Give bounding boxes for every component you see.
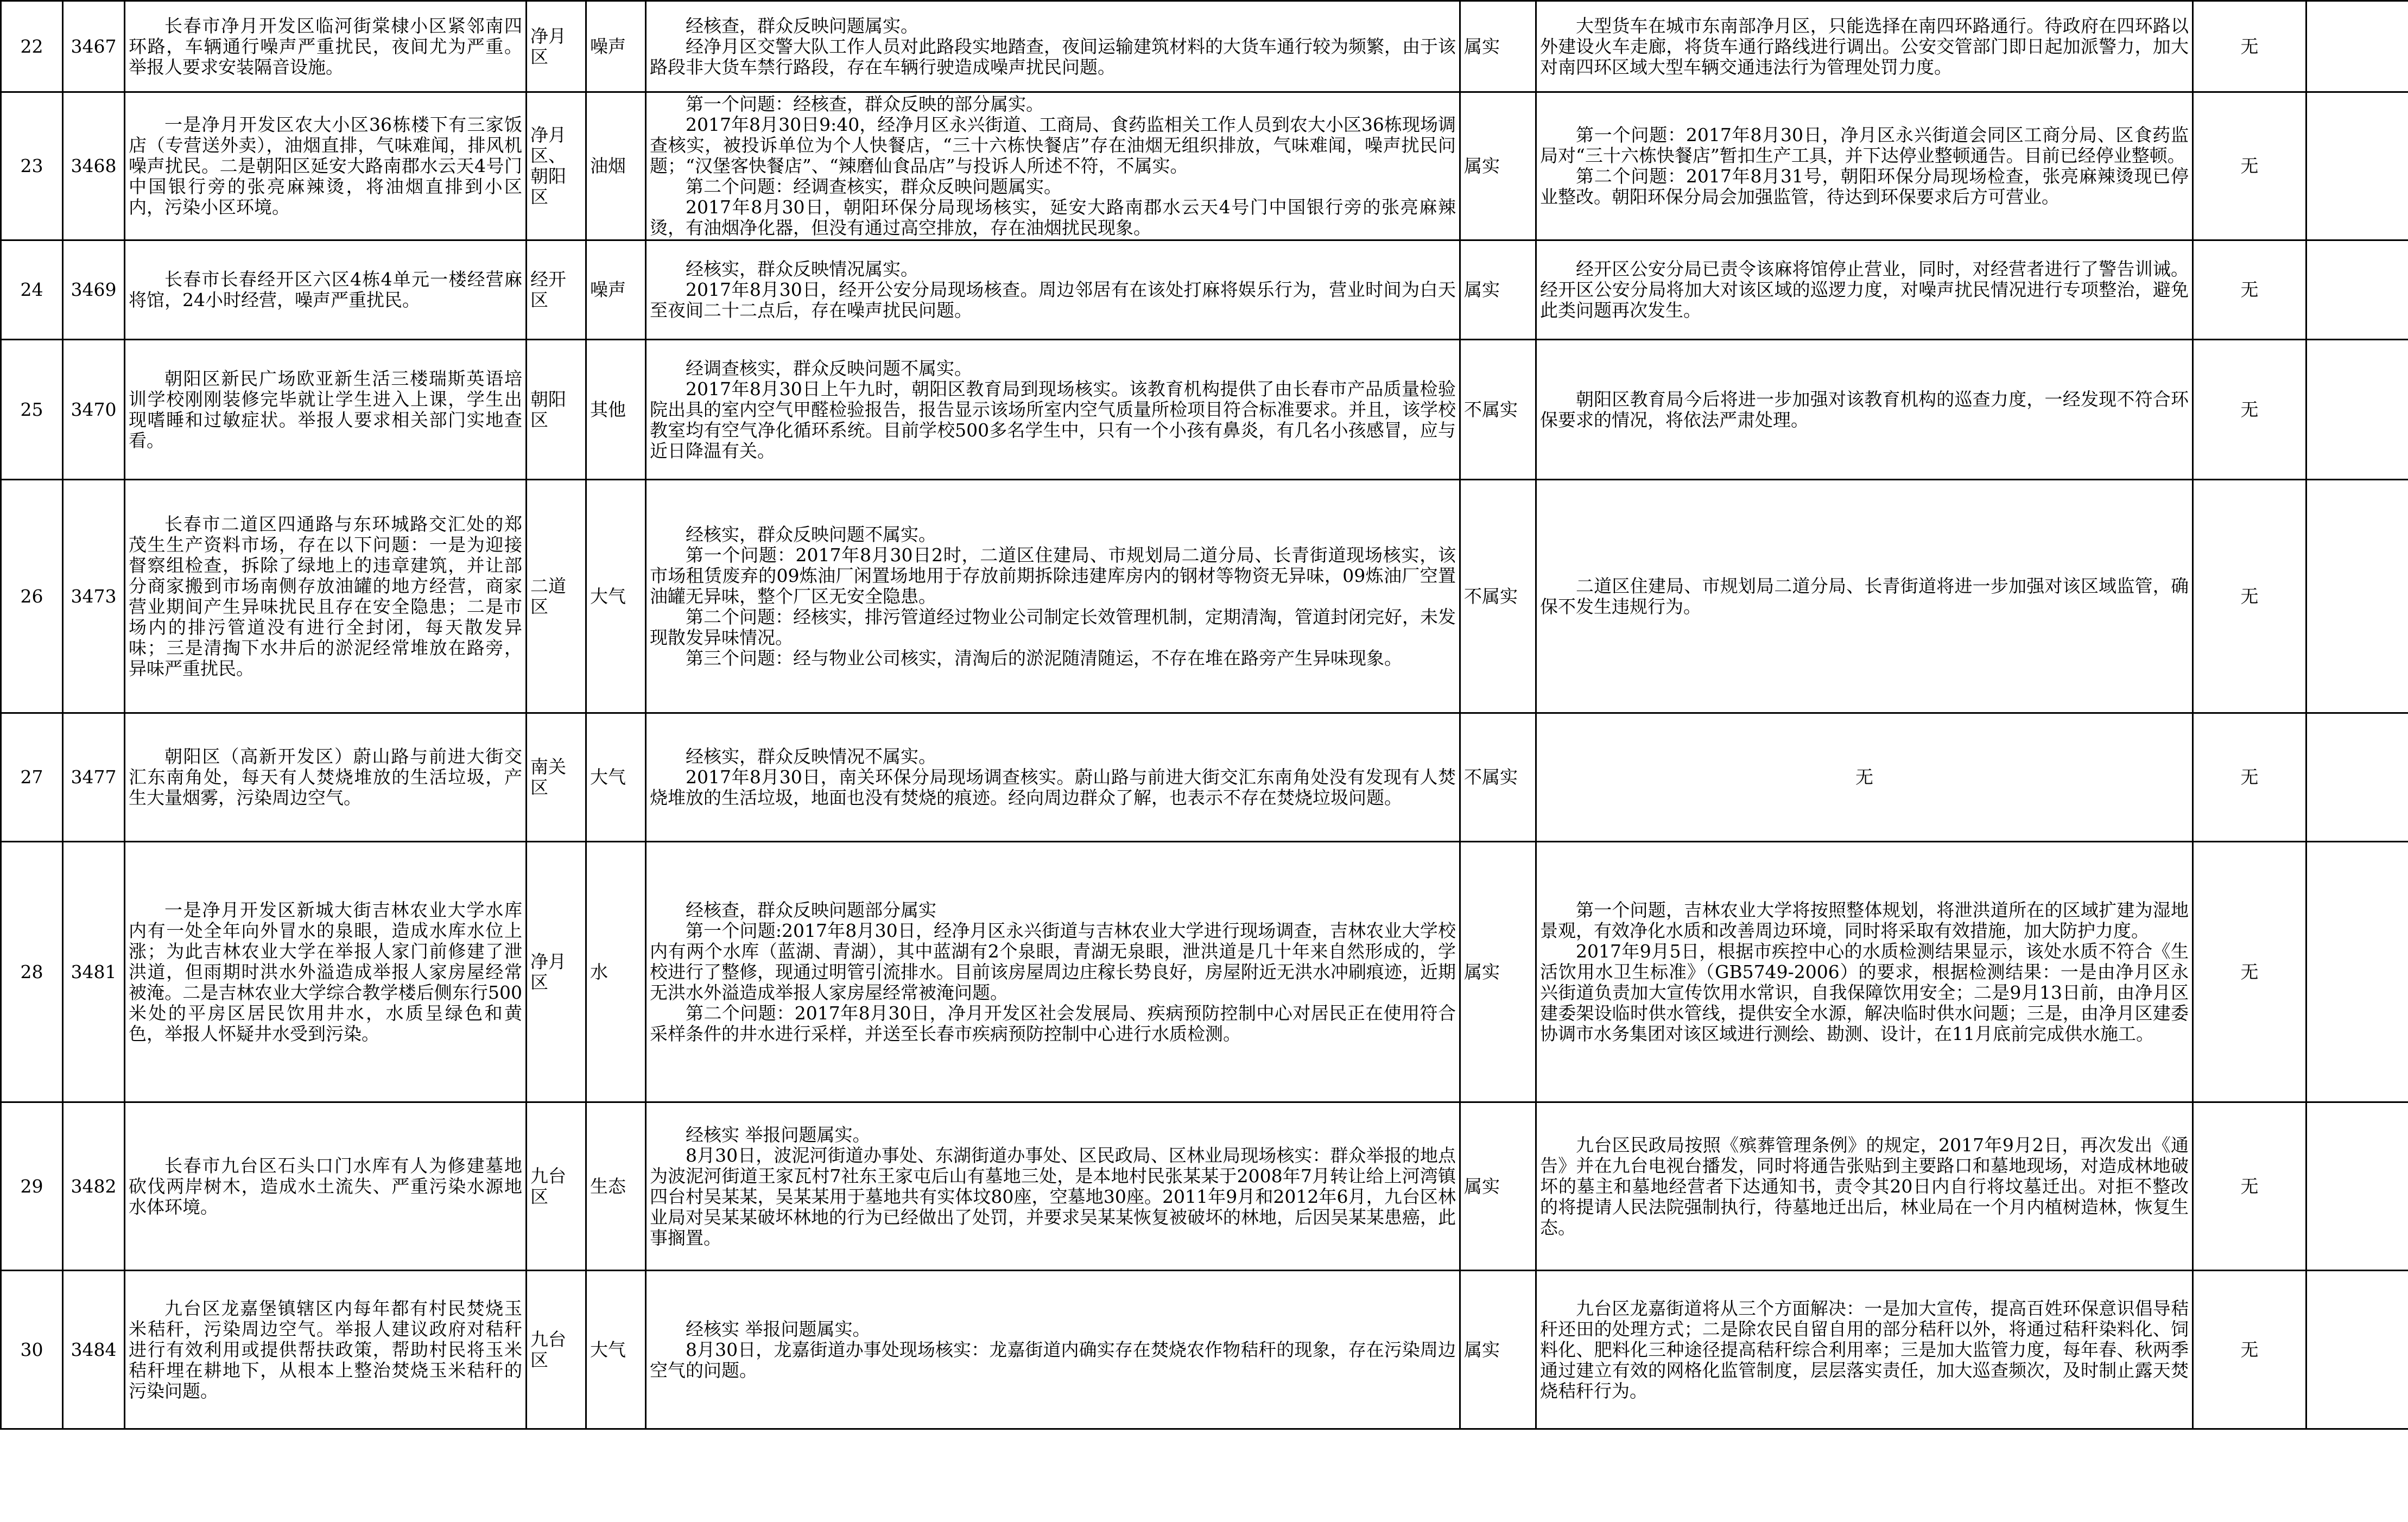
complaint-text — [125, 240, 527, 340]
investigation-text — [646, 842, 1460, 1102]
investigation-text — [646, 340, 1460, 480]
remarks-cell — [2306, 1, 2408, 92]
remarks-cell — [2306, 340, 2408, 480]
district: 经开区 — [527, 240, 586, 340]
handling-text — [1536, 713, 2193, 842]
table-row — [1, 1271, 2408, 1429]
case-id: 3482 — [63, 1102, 125, 1271]
district: 九台区 — [527, 1271, 586, 1429]
handling-text-paragraph: 大型货车在城市东南部净月区，只能选择在南四环路通行。待政府在四环路以外建设火车走廊，将货车通行路线进行调出。公安交管部门即日起加派警力，加大对南四环区域大型车辆交通违法行为管理处罚力度。 — [1540, 15, 2189, 78]
complaint-text-paragraph: 朝阳区（高新开发区）蔚山路与前进大街交汇东南角处，每天有人焚烧堆放的生活垃圾，产生大量烟雾，污染周边空气。 — [129, 746, 522, 808]
remarks-cell — [2306, 240, 2408, 340]
district: 净月区 — [527, 842, 586, 1102]
investigation-text-paragraph: 经核实，群众反映问题不属实。 — [686, 523, 936, 545]
case-id: 3481 — [63, 842, 125, 1102]
investigation-text-paragraph: 第二个问题：经核实，排污管道经过物业公司制定长效管理机制，定期清淘，管道封闭完好，未发现散发异味情况。 — [650, 606, 1456, 648]
verdict: 属实 — [1460, 1271, 1536, 1429]
handling-text-paragraph: 经开区公安分局已责令该麻将馆停止营业，同时，对经营者进行了警告训诫。经开区公安分局将加大对该区域的巡逻力度，对噪声扰民情况进行专项整治，避免此类问题再次发生。 — [1540, 258, 2189, 321]
verdict: 属实 — [1460, 1, 1536, 92]
complaint-text-paragraph: 一是净月开发区新城大街吉林农业大学水库内有一处全年向外冒水的泉眼，造成水库水位上涨；为此吉林农业大学在举报人家门前修建了泄洪道，但雨期时洪水外溢造成举报人家房屋经常被淹。二是吉林农业大学综合教学楼后侧东行500米处的平房区居民饮用井水，水质呈绿色和黄色，举报人怀疑井水受到污染。 — [129, 899, 522, 1044]
handling-text — [1536, 480, 2193, 713]
case-id: 3467 — [63, 1, 125, 92]
row-number: 30 — [1, 1271, 63, 1429]
accountability: 无 — [2193, 1271, 2306, 1429]
row-number: 23 — [1, 92, 63, 240]
investigation-text-paragraph: 2017年8月30日9:40，经净月区永兴街道、工商局、食药监相关工作人员到农大小区36栋现场调查核实，被投诉单位为个人快餐店，“三十六栋快餐店”存在油烟无组织排放，气味难闻，噪声扰民问题；“汉堡客快餐店”、“辣磨仙食品店”与投诉人所述不符，不属实。 — [650, 114, 1456, 176]
handling-text — [1536, 92, 2193, 240]
table-row — [1, 340, 2408, 480]
district: 净月区、朝阳区 — [527, 92, 586, 240]
handling-text-paragraph: 第二个问题：2017年8月31号，朝阳环保分局现场检查，张亮麻辣烫现已停业整改。朝阳环保分局会加强监管，待达到环保要求后方可营业。 — [1540, 166, 2189, 207]
complaint-text — [125, 480, 527, 713]
complaint-text — [125, 340, 527, 480]
remarks-cell — [2306, 713, 2408, 842]
investigation-text-paragraph: 2017年8月30日，南关环保分局现场调查核实。蔚山路与前进大街交汇东南角处没有发现有人焚烧堆放的生活垃圾，地面也没有焚烧的痕迹。经向周边群众了解，也表示不存在焚烧垃圾问题。 — [650, 766, 1456, 808]
accountability: 无 — [2193, 713, 2306, 842]
handling-text — [1536, 842, 2193, 1102]
case-id: 3473 — [63, 480, 125, 713]
accountability: 无 — [2193, 842, 2306, 1102]
accountability: 无 — [2193, 1102, 2306, 1271]
accountability: 无 — [2193, 92, 2306, 240]
handling-text-paragraph: 九台区民政局按照《殡葬管理条例》的规定，2017年9月2日，再次发出《通告》并在九台电视台播发，同时将通告张贴到主要路口和墓地现场，对造成林地破坏的墓主和墓地经营者下达通知书，责令其20日内自行将坟墓迁出。对拒不整改的将提请人民法院强制执行，待墓地迁出后，林业局在一个月内植树造林，恢复生态。 — [1540, 1134, 2189, 1238]
accountability: 无 — [2193, 480, 2306, 713]
handling-text-paragraph: 九台区龙嘉街道将从三个方面解决：一是加大宣传，提高百姓环保意识倡导秸秆还田的处理方式；二是除农民自留自用的部分秸秆以外，将通过秸秆染料化、饲料化、肥料化三种途径提高秸秆综合利用率；三是加大监管力度，每年春、秋两季通过建立有效的网格化监管制度，层层落实责任，加大巡查频次，及时制止露天焚烧秸秆行为。 — [1540, 1297, 2189, 1401]
remarks-cell — [2306, 1102, 2408, 1271]
table-row — [1, 842, 2408, 1102]
investigation-text — [646, 240, 1460, 340]
accountability: 无 — [2193, 1, 2306, 92]
verdict: 不属实 — [1460, 480, 1536, 713]
accountability: 无 — [2193, 340, 2306, 480]
investigation-text-paragraph: 第一个问题：2017年8月30日2时，二道区住建局、市规划局二道分局、长青街道现场核实，该市场租赁废弃的09炼油厂闲置场地用于存放前期拆除违建库房内的钢材等物资无异味，09炼油厂空置油罐无异味，整个厂区无安全隐患。 — [650, 544, 1456, 607]
handling-text-paragraph: 二道区住建局、市规划局二道分局、长青街道将进一步加强对该区域监管，确保不发生违规行为。 — [1540, 575, 2189, 617]
complaint-text — [125, 1, 527, 92]
investigation-text-paragraph: 2017年8月30日，经开公安分局现场核查。周边邻居有在该处打麻将娱乐行为，营业时间为白天至夜间二十二点后，存在噪声扰民问题。 — [650, 279, 1456, 321]
complaint-text-paragraph: 九台区龙嘉堡镇辖区内每年都有村民焚烧玉米秸秆，污染周边空气。举报人建议政府对秸秆进行有效利用或提供帮扶政策，帮助村民将玉米秸秆埋在耕地下，从根本上整治焚烧玉米秸秆的污染问题。 — [129, 1297, 522, 1401]
district: 二道区 — [527, 480, 586, 713]
complaint-text-paragraph: 长春市长春经开区六区4栋4单元一楼经营麻将馆，24小时经营，噪声严重扰民。 — [129, 269, 522, 310]
row-number: 27 — [1, 713, 63, 842]
investigation-text — [646, 480, 1460, 713]
remarks-cell — [2306, 842, 2408, 1102]
remarks-cell — [2306, 480, 2408, 713]
investigation-text-paragraph: 经核查，群众反映问题属实。 — [686, 15, 918, 36]
district: 南关区 — [527, 713, 586, 842]
investigation-text — [646, 713, 1460, 842]
case-id: 3468 — [63, 92, 125, 240]
investigation-text-paragraph: 经核实，群众反映情况不属实。 — [686, 746, 936, 767]
pollution-type: 大气 — [586, 713, 646, 842]
district: 朝阳区 — [527, 340, 586, 480]
case-id: 3484 — [63, 1271, 125, 1429]
verdict: 属实 — [1460, 92, 1536, 240]
complaint-text-paragraph: 长春市九台区石头口门水库有人为修建墓地砍伐两岸树木，造成水土流失、严重污染水源地水体环境。 — [129, 1155, 522, 1217]
case-id: 3470 — [63, 340, 125, 480]
investigation-text-paragraph: 经核实 举报问题属实。 — [686, 1124, 871, 1145]
handling-text — [1536, 1102, 2193, 1271]
complaint-text — [125, 92, 527, 240]
investigation-text — [646, 92, 1460, 240]
district: 九台区 — [527, 1102, 586, 1271]
row-number: 24 — [1, 240, 63, 340]
investigation-text-paragraph: 第一个问题:2017年8月30日，经净月区永兴街道与吉林农业大学进行现场调查，吉林农业大学校内有两个水库（蓝湖、青湖），其中蓝湖有2个泉眼，青湖无泉眼，泄洪道是几十年来自然形成的，学校进行了整修，现通过明管引流排水。目前该房屋周边庄稼长势良好，房屋附近无洪水冲刷痕迹，近期无洪水外溢造成举报人家房屋经常被淹问题。 — [650, 919, 1456, 1003]
row-number: 26 — [1, 480, 63, 713]
verdict: 属实 — [1460, 240, 1536, 340]
pollution-type: 油烟 — [586, 92, 646, 240]
case-id: 3469 — [63, 240, 125, 340]
complaint-text-paragraph: 朝阳区新民广场欧亚新生活三楼瑞斯英语培训学校刚刚装修完毕就让学生进入上课，学生出现嗜睡和过敏症状。举报人要求相关部门实地查看。 — [129, 367, 522, 451]
verdict: 不属实 — [1460, 713, 1536, 842]
remarks-cell — [2306, 1271, 2408, 1429]
investigation-text-paragraph: 经核实，群众反映情况属实。 — [686, 258, 918, 280]
pollution-type: 大气 — [586, 1271, 646, 1429]
handling-text — [1536, 1271, 2193, 1429]
complaint-text — [125, 1102, 527, 1271]
investigation-text-paragraph: 经核实 举报问题属实。 — [686, 1318, 871, 1340]
investigation-text-paragraph: 2017年8月30日，朝阳环保分局现场核实，延安大路南郡水云天4号门中国银行旁的张亮麻辣烫，有油烟净化器，但没有通过高空排放，存在油烟扰民现象。 — [650, 196, 1456, 238]
table-row — [1, 1102, 2408, 1271]
accountability: 无 — [2193, 240, 2306, 340]
investigation-text-paragraph: 第一个问题：经核查，群众反映的部分属实。 — [686, 93, 1044, 115]
complaint-text — [125, 1271, 527, 1429]
verdict: 属实 — [1460, 1102, 1536, 1271]
verdict: 不属实 — [1460, 340, 1536, 480]
investigation-text — [646, 1271, 1460, 1429]
row-number: 29 — [1, 1102, 63, 1271]
handling-text-paragraph: 朝阳区教育局今后将进一步加强对该教育机构的巡查力度，一经发现不符合环保要求的情况，将依法严肃处理。 — [1540, 388, 2189, 430]
investigation-text-paragraph: 第三个问题：经与物业公司核实，清淘后的淤泥随清随运，不存在堆在路旁产生异味现象。 — [686, 647, 1402, 669]
table-row — [1, 480, 2408, 713]
row-number: 22 — [1, 1, 63, 92]
complaint-text-paragraph: 一是净月开发区农大小区36栋楼下有三家饭店（专营送外卖），油烟直排，气味难闻，排风机噪声扰民。二是朝阳区延安大路南郡水云天4号门中国银行旁的张亮麻辣烫，将油烟直排到小区内，污染小区环境。 — [129, 114, 522, 218]
pollution-type: 噪声 — [586, 240, 646, 340]
pollution-type: 其他 — [586, 340, 646, 480]
pollution-type: 噪声 — [586, 1, 646, 92]
investigation-text-paragraph: 2017年8月30日上午九时，朝阳区教育局到现场核实。该教育机构提供了由长春市产品质量检验院出具的室内空气甲醛检验报告，报告显示该场所室内空气质量所检项目符合标准要求。并且，该学校教室均有空气净化循环系统。目前学校500多名学生中，只有一个小孩有鼻炎，有几名小孩感冒，应与近日降温有关。 — [650, 378, 1456, 461]
row-number: 28 — [1, 842, 63, 1102]
investigation-text-paragraph: 经核查，群众反映问题部分属实 — [686, 899, 936, 921]
table-row — [1, 713, 2408, 842]
complaint-text-paragraph: 长春市二道区四通路与东环城路交汇处的郑茂生生产资料市场，存在以下问题：一是为迎接督察组检查，拆除了绿地上的违章建筑，并让部分商家搬到市场南侧存放油罐的地方经营，商家营业期间产生异味扰民且存在安全隐患；二是市场内的排污管道没有进行全封闭，每天散发异味；三是清掏下水井后的淤泥经常堆放在路旁，异味严重扰民。 — [129, 513, 522, 679]
complaint-text — [125, 713, 527, 842]
district: 净月区 — [527, 1, 586, 92]
investigation-text-paragraph: 第二个问题：经调查核实，群众反映问题属实。 — [686, 176, 1062, 197]
investigation-text-paragraph: 8月30日，龙嘉街道办事处现场核实：龙嘉街道内确实存在焚烧农作物秸秆的现象，存在污染周边空气的问题。 — [650, 1339, 1456, 1381]
investigation-text-paragraph: 经调查核实，群众反映问题不属实。 — [686, 357, 972, 379]
handling-text-paragraph: 2017年9月5日，根据市疾控中心的水质检测结果显示，该处水质不符合《生活饮用水卫生标准》（GB5749-2006）的要求，根据检测结果：一是由净月区永兴街道负责加大宣传饮用水常识，自我保障饮用安全；二是9月13日前，由净月区建委架设临时供水管线，提供安全水源，解决临时供水问题；三是，由净月区建委协调市水务集团对该区域进行测绘、勘测、设计，在11月底前完成供水施工。 — [1540, 940, 2189, 1044]
investigation-text-paragraph: 经净月区交警大队工作人员对此路段实地踏查，夜间运输建筑材料的大货车通行较为频繁，由于该路段非大货车禁行路段，存在车辆行驶造成噪声扰民问题。 — [650, 35, 1456, 78]
handling-text-paragraph: 第一个问题：2017年8月30日，净月区永兴街道会同区工商分局、区食药监局对“三十六栋快餐店”暂扣生产工具，并下达停业整顿通告。目前已经停业整顿。 — [1540, 124, 2189, 166]
pollution-type: 大气 — [586, 480, 646, 713]
investigation-text — [646, 1, 1460, 92]
investigation-text-paragraph: 8月30日，波泥河街道办事处、东湖街道办事处、区民政局、区林业局现场核实：群众举报的地点为波泥河街道王家瓦村7社东王家屯后山有墓地三处，是本地村民张某某于2008年7月转让给上河湾镇四台村吴某某，吴某某用于墓地共有实体坟80座，空墓地30座。2011年9月和2012年6月，九台区林业局对吴某某破坏林地的行为已经做出了处罚，并要求吴某某恢复被破坏的林地，后因吴某某患癌，此事搁置。 — [650, 1144, 1456, 1248]
investigation-text — [646, 1102, 1460, 1271]
complaint-text-paragraph: 长春市净月开发区临河街棠棣小区紧邻南四环路，车辆通行噪声严重扰民，夜间尤为严重。举报人要求安装隔音设施。 — [129, 15, 522, 78]
handling-text — [1536, 1, 2193, 92]
case-id: 3477 — [63, 713, 125, 842]
table-row — [1, 240, 2408, 340]
table-row — [1, 1, 2408, 92]
table-body — [1, 1, 2408, 1429]
table-row — [1, 92, 2408, 240]
handling-text-paragraph: 无 — [1855, 766, 1873, 788]
pollution-type: 水 — [586, 842, 646, 1102]
investigation-text-paragraph: 第二个问题：2017年8月30日，净月开发区社会发展局、疾病预防控制中心对居民正在使用符合采样条件的井水进行采样，并送至长春市疾病预防控制中心进行水质检测。 — [650, 1002, 1456, 1044]
pollution-type: 生态 — [586, 1102, 646, 1271]
remarks-cell — [2306, 92, 2408, 240]
handling-text-paragraph: 第一个问题，吉林农业大学将按照整体规划，将泄洪道所在的区域扩建为湿地景观，有效净化水质和改善周边环境，同时将采取有效措施，加大防护力度。 — [1540, 899, 2189, 941]
verdict: 属实 — [1460, 842, 1536, 1102]
handling-text — [1536, 240, 2193, 340]
handling-text — [1536, 340, 2193, 480]
row-number: 25 — [1, 340, 63, 480]
complaint-text — [125, 842, 527, 1102]
